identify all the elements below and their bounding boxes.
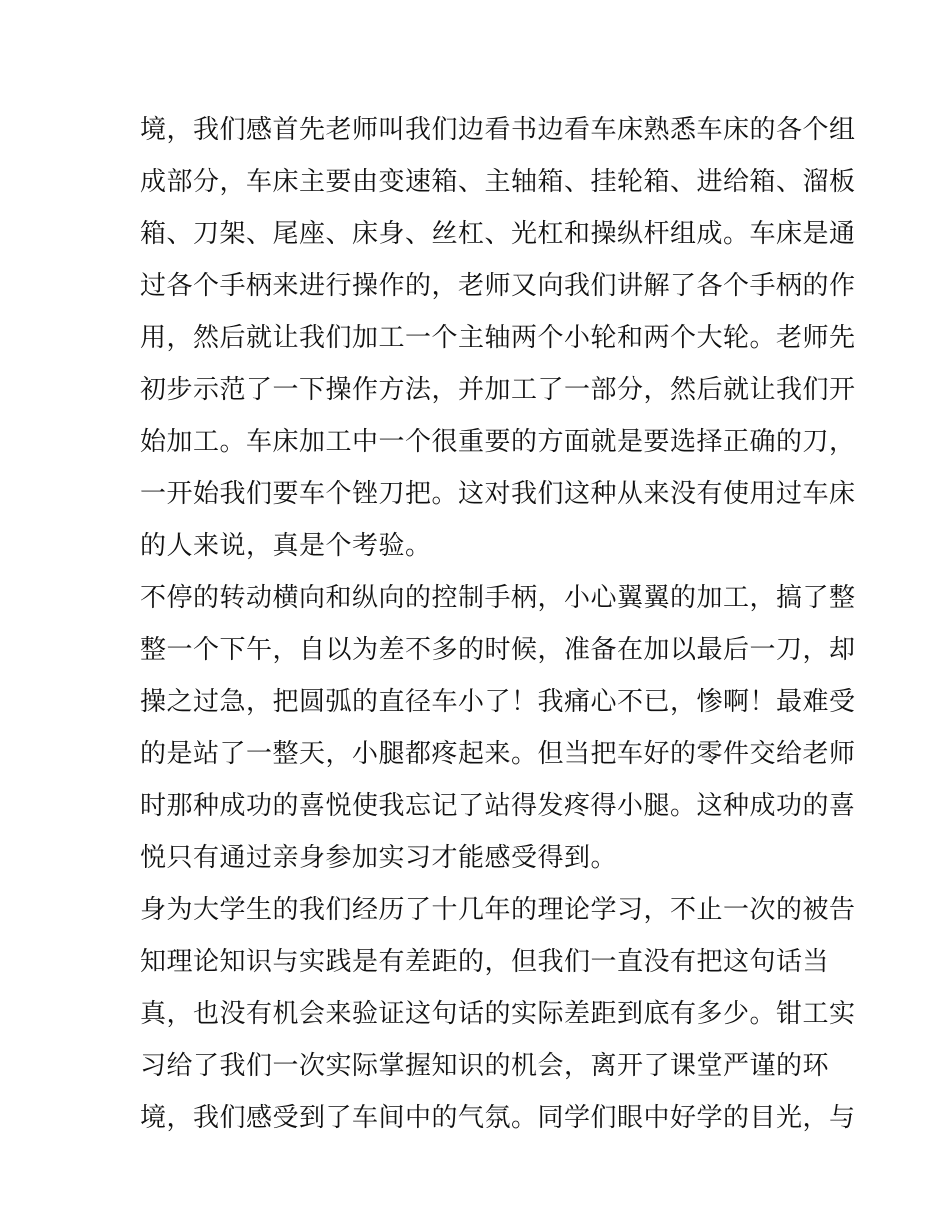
- text-line-9: 的人来说，真是个考验。: [140, 531, 432, 561]
- text-line-18: 真，也没有机会来验证这句话的实际差距到底有多少。钳工实: [140, 999, 856, 1029]
- text-line-1: 境，我们感首先老师叫我们边看书边看车床熟悉车床的各个组: [140, 115, 856, 145]
- text-line-6: 初步示范了一下操作方法，并加工了一部分，然后就让我们开: [140, 375, 856, 405]
- text-line-3: 箱、刀架、尾座、床身、丝杠、光杠和操纵杆组成。车床是通: [140, 219, 856, 249]
- text-line-14: 时那种成功的喜悦使我忘记了站得发疼得小腿。这种成功的喜: [140, 791, 856, 821]
- text-line-19: 习给了我们一次实际掌握知识的机会，离开了课堂严谨的环: [140, 1051, 830, 1081]
- text-line-20: 境，我们感受到了车间中的气氛。同学们眼中好学的目光，与: [140, 1103, 856, 1133]
- text-line-11: 整一个下午，自以为差不多的时候，准备在加以最后一刀，却: [140, 635, 856, 665]
- text-line-5: 用，然后就让我们加工一个主轴两个小轮和两个大轮。老师先: [140, 323, 856, 353]
- text-line-8: 一开始我们要车个锉刀把。这对我们这种从来没有使用过车床: [140, 479, 856, 509]
- text-line-16: 身为大学生的我们经历了十几年的理论学习，不止一次的被告: [140, 895, 856, 925]
- text-line-4: 过各个手柄来进行操作的，老师又向我们讲解了各个手柄的作: [140, 271, 856, 301]
- text-line-7: 始加工。车床加工中一个很重要的方面就是要选择正确的刀，: [140, 427, 856, 457]
- text-line-12: 操之过急，把圆弧的直径车小了！我痛心不已，惨啊！最难受: [140, 687, 856, 717]
- text-line-2: 成部分，车床主要由变速箱、主轴箱、挂轮箱、进给箱、溜板: [140, 167, 856, 197]
- text-line-15: 悦只有通过亲身参加实习才能感受得到。: [140, 843, 618, 873]
- text-line-17: 知理论知识与实践是有差距的，但我们一直没有把这句话当: [140, 947, 830, 977]
- text-line-13: 的是站了一整天，小腿都疼起来。但当把车好的零件交给老师: [140, 739, 856, 769]
- text-line-10: 不停的转动横向和纵向的控制手柄，小心翼翼的加工，搞了整: [140, 583, 856, 613]
